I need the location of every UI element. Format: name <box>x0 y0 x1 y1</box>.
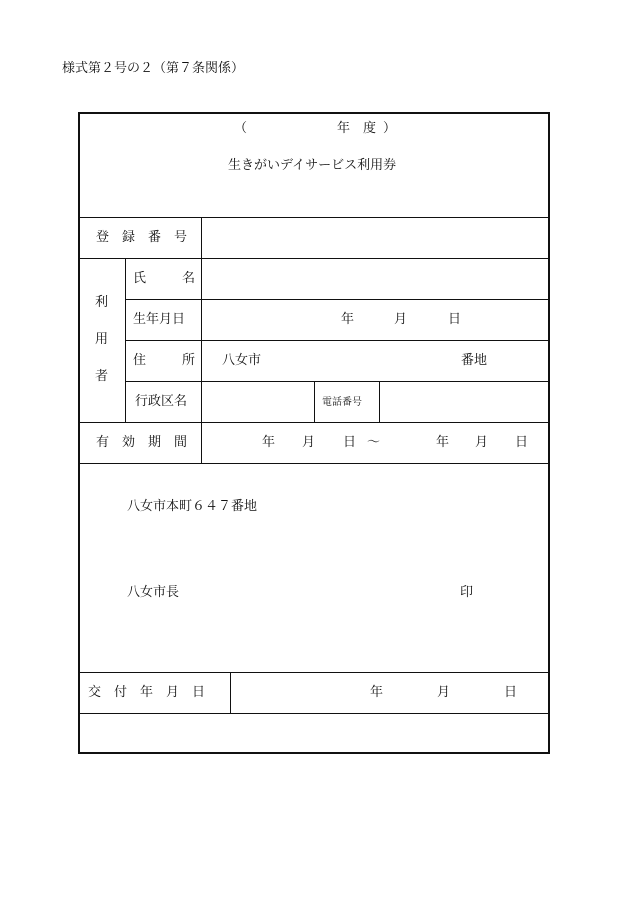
fiscal-year-close-paren: ） <box>383 121 397 136</box>
name-value[interactable] <box>210 271 540 287</box>
address-city: 八女市 <box>222 353 262 368</box>
row-divider <box>125 299 550 300</box>
name-label-right: 名 <box>182 271 196 286</box>
registration-number-value[interactable] <box>210 230 540 246</box>
address-suffix: 番地 <box>461 353 488 368</box>
user-label-char: 用 <box>95 332 109 347</box>
validity-from-year: 年 <box>262 435 276 450</box>
birthdate-day: 日 <box>448 312 462 327</box>
row-divider <box>79 463 550 464</box>
birthdate-month: 月 <box>394 312 408 327</box>
validity-to-day: 日 <box>515 435 529 450</box>
issue-date-day: 日 <box>504 685 518 700</box>
issue-date-year: 年 <box>370 685 384 700</box>
address-label-left: 住 <box>133 353 147 368</box>
col-divider <box>230 672 231 713</box>
phone-number-value[interactable] <box>386 394 541 410</box>
issuer-name: 八女市長 <box>127 585 180 600</box>
row-divider <box>79 422 550 423</box>
issuer-address: 八女市本町６４７番地 <box>127 499 258 514</box>
validity-to-year: 年 <box>436 435 450 450</box>
birthdate-year: 年 <box>341 312 355 327</box>
row-divider <box>79 713 550 714</box>
fiscal-year-open-paren: （ <box>234 121 248 136</box>
col-divider <box>201 217 202 463</box>
col-divider <box>125 258 126 422</box>
row-divider <box>125 340 550 341</box>
issuer-seal-mark: 印 <box>460 585 474 600</box>
col-divider <box>314 381 315 422</box>
validity-tilde: ～ <box>367 435 381 450</box>
district-value[interactable] <box>208 394 308 410</box>
registration-number-label: 登 録 番 号 <box>96 230 188 245</box>
issue-date-label: 交 付 年 月 日 <box>88 685 206 700</box>
validity-period-label: 有 効 期 間 <box>96 435 188 450</box>
fiscal-year-label: 年 度 <box>337 121 377 136</box>
row-divider <box>125 381 550 382</box>
district-label: 行政区名 <box>135 394 188 409</box>
voucher-title: 生きがいデイサービス利用券 <box>228 158 397 173</box>
validity-to-month: 月 <box>475 435 489 450</box>
user-label-char: 者 <box>95 369 109 384</box>
validity-from-day: 日 <box>343 435 357 450</box>
row-divider <box>79 217 550 218</box>
phone-number-label: 電話番号 <box>322 397 362 408</box>
voucher-form-frame <box>78 112 550 754</box>
birthdate-label: 生年月日 <box>133 312 186 327</box>
row-divider <box>79 258 550 259</box>
name-label-left: 氏 <box>133 271 147 286</box>
row-divider <box>79 672 550 673</box>
issue-date-month: 月 <box>437 685 451 700</box>
footer-note-area[interactable] <box>90 726 540 742</box>
validity-from-month: 月 <box>302 435 316 450</box>
user-label-char: 利 <box>95 295 109 310</box>
col-divider <box>379 381 380 422</box>
form-number-title: 様式第２号の２（第７条関係） <box>62 61 245 76</box>
address-label-right: 所 <box>182 353 196 368</box>
